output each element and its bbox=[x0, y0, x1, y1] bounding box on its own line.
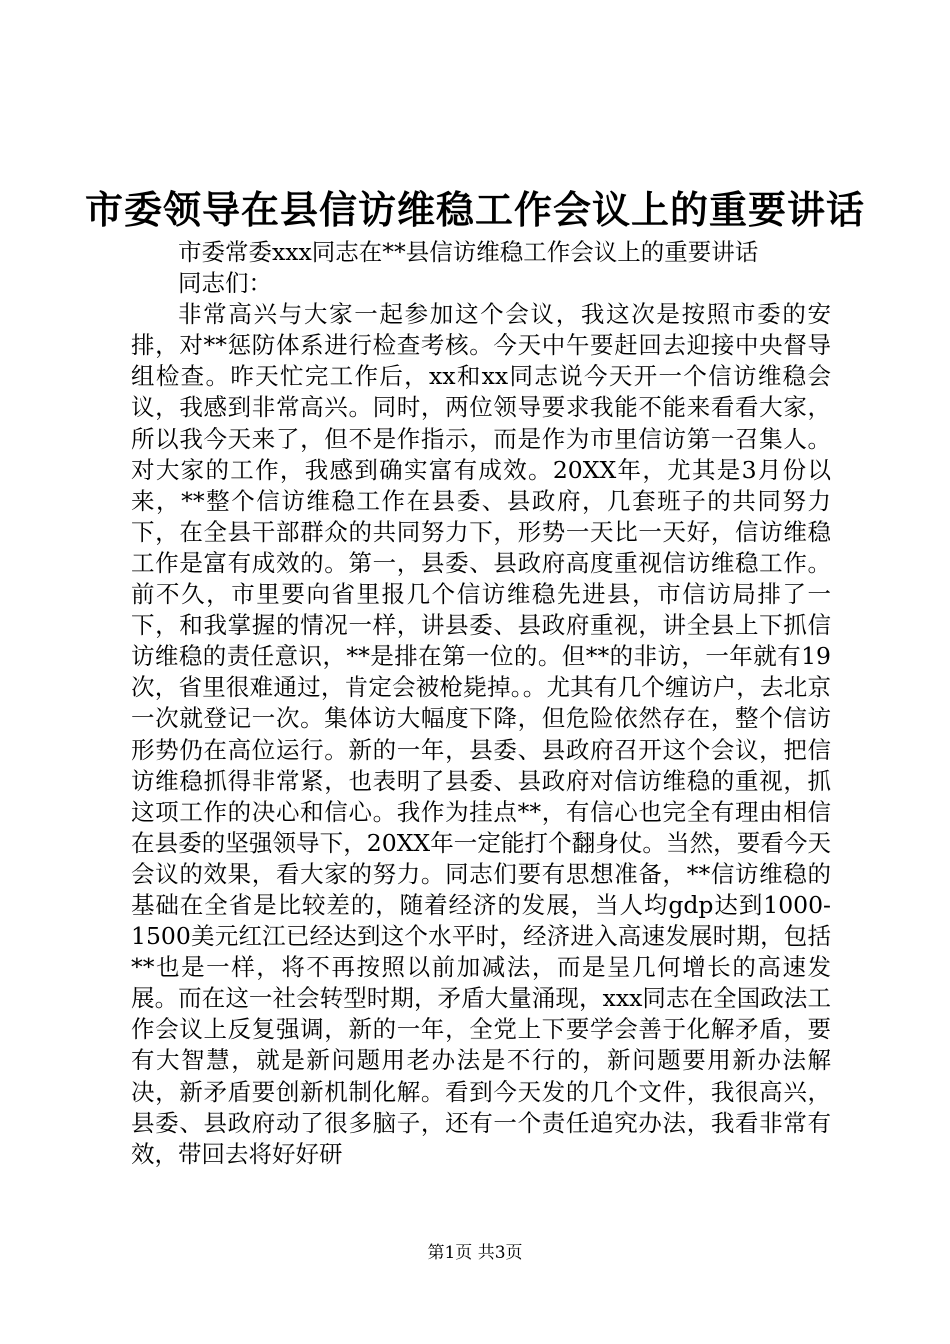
salutation-paragraph: 同志们： bbox=[178, 269, 272, 298]
document-body bbox=[131, 237, 831, 1170]
subtitle-paragraph: 市委常委xxx同志在**县信访维稳工作会议上的重要讲话 bbox=[178, 238, 759, 266]
page-footer: 第1页 共3页 bbox=[427, 1243, 523, 1263]
page-title: 市委领导在县信访维稳工作会议上的重要讲话 bbox=[84, 187, 865, 232]
body-paragraph: 非常高兴与大家一起参加这个会议，我这次是按照市委的安排，对**惩防体系进行检查考核。今天中午要赶回去迎接中央督导组检查。昨天忙完工作后，xx和xx同志说今天开一个信访维稳会议，我感到非常高兴。同时，两位领导要求我能不能来看看大家，所以我今天来了，但不是作指示，而是作为市里信访第一召集人。对大家的工作，我感到确实富有成效。20XX年，尤其是3月份以来，**整个信访维稳工作在县委、县政府，几套班子的共同努力下，在全县干部群众的共同努力下，形势一天比一天好，信访维稳工作是富有成效的。第一，县委、县政府高度重视信访维稳工作。前不久，市里要向省里报几个信访维稳先进县，市信访局排了一下，和我掌握的情况一样，讲县委、县政府重视，讲全县上下抓信访维稳的责任意识，**是排在第一位的。但**的非访，一年就有19次，省里很难通过，肯定会被枪毙掉。。尤其有几个缠访户，去北京一次就登记一次。集体访大幅度下降，但危险依然存在，整个信访形势仍在高位运行。新的一年，县委、县政府召开这个会议，把信访维稳抓得非常紧，也表明了县委、县政府对信访维稳的重视，抓这项工作的决心和信心。我作为挂点**，有信心也完全有理由相信在县委的坚强领导下，20XX年一定能打个翻身仗。当然，要看今天会议的效果，看大家的努力。同志们要有思想准备，**信访维稳的基础在全省是比较差的，随着经济的发展，当人均gdp达到1000-1500美元红江已经达到这个水平时，经济进入高速发展时期，包括**也是一样，将不再按照以前加减法，而是呈几何增长的高速发展。而在这一社会转型时期，矛盾大量涌现，xxx同志在全国政法工作会议上反复强调，新的一年，全党上下要学会善于化解矛盾，要有大智慧，就是新问题用老办法是不行的，新问题要用新办法解决，新矛盾要创新机制化解。看到今天发的几个文件，我很高兴，县委、县政府动了很多脑子，还有一个责任追究办法，我看非常有效，带回去将好好研 bbox=[131, 300, 831, 1168]
